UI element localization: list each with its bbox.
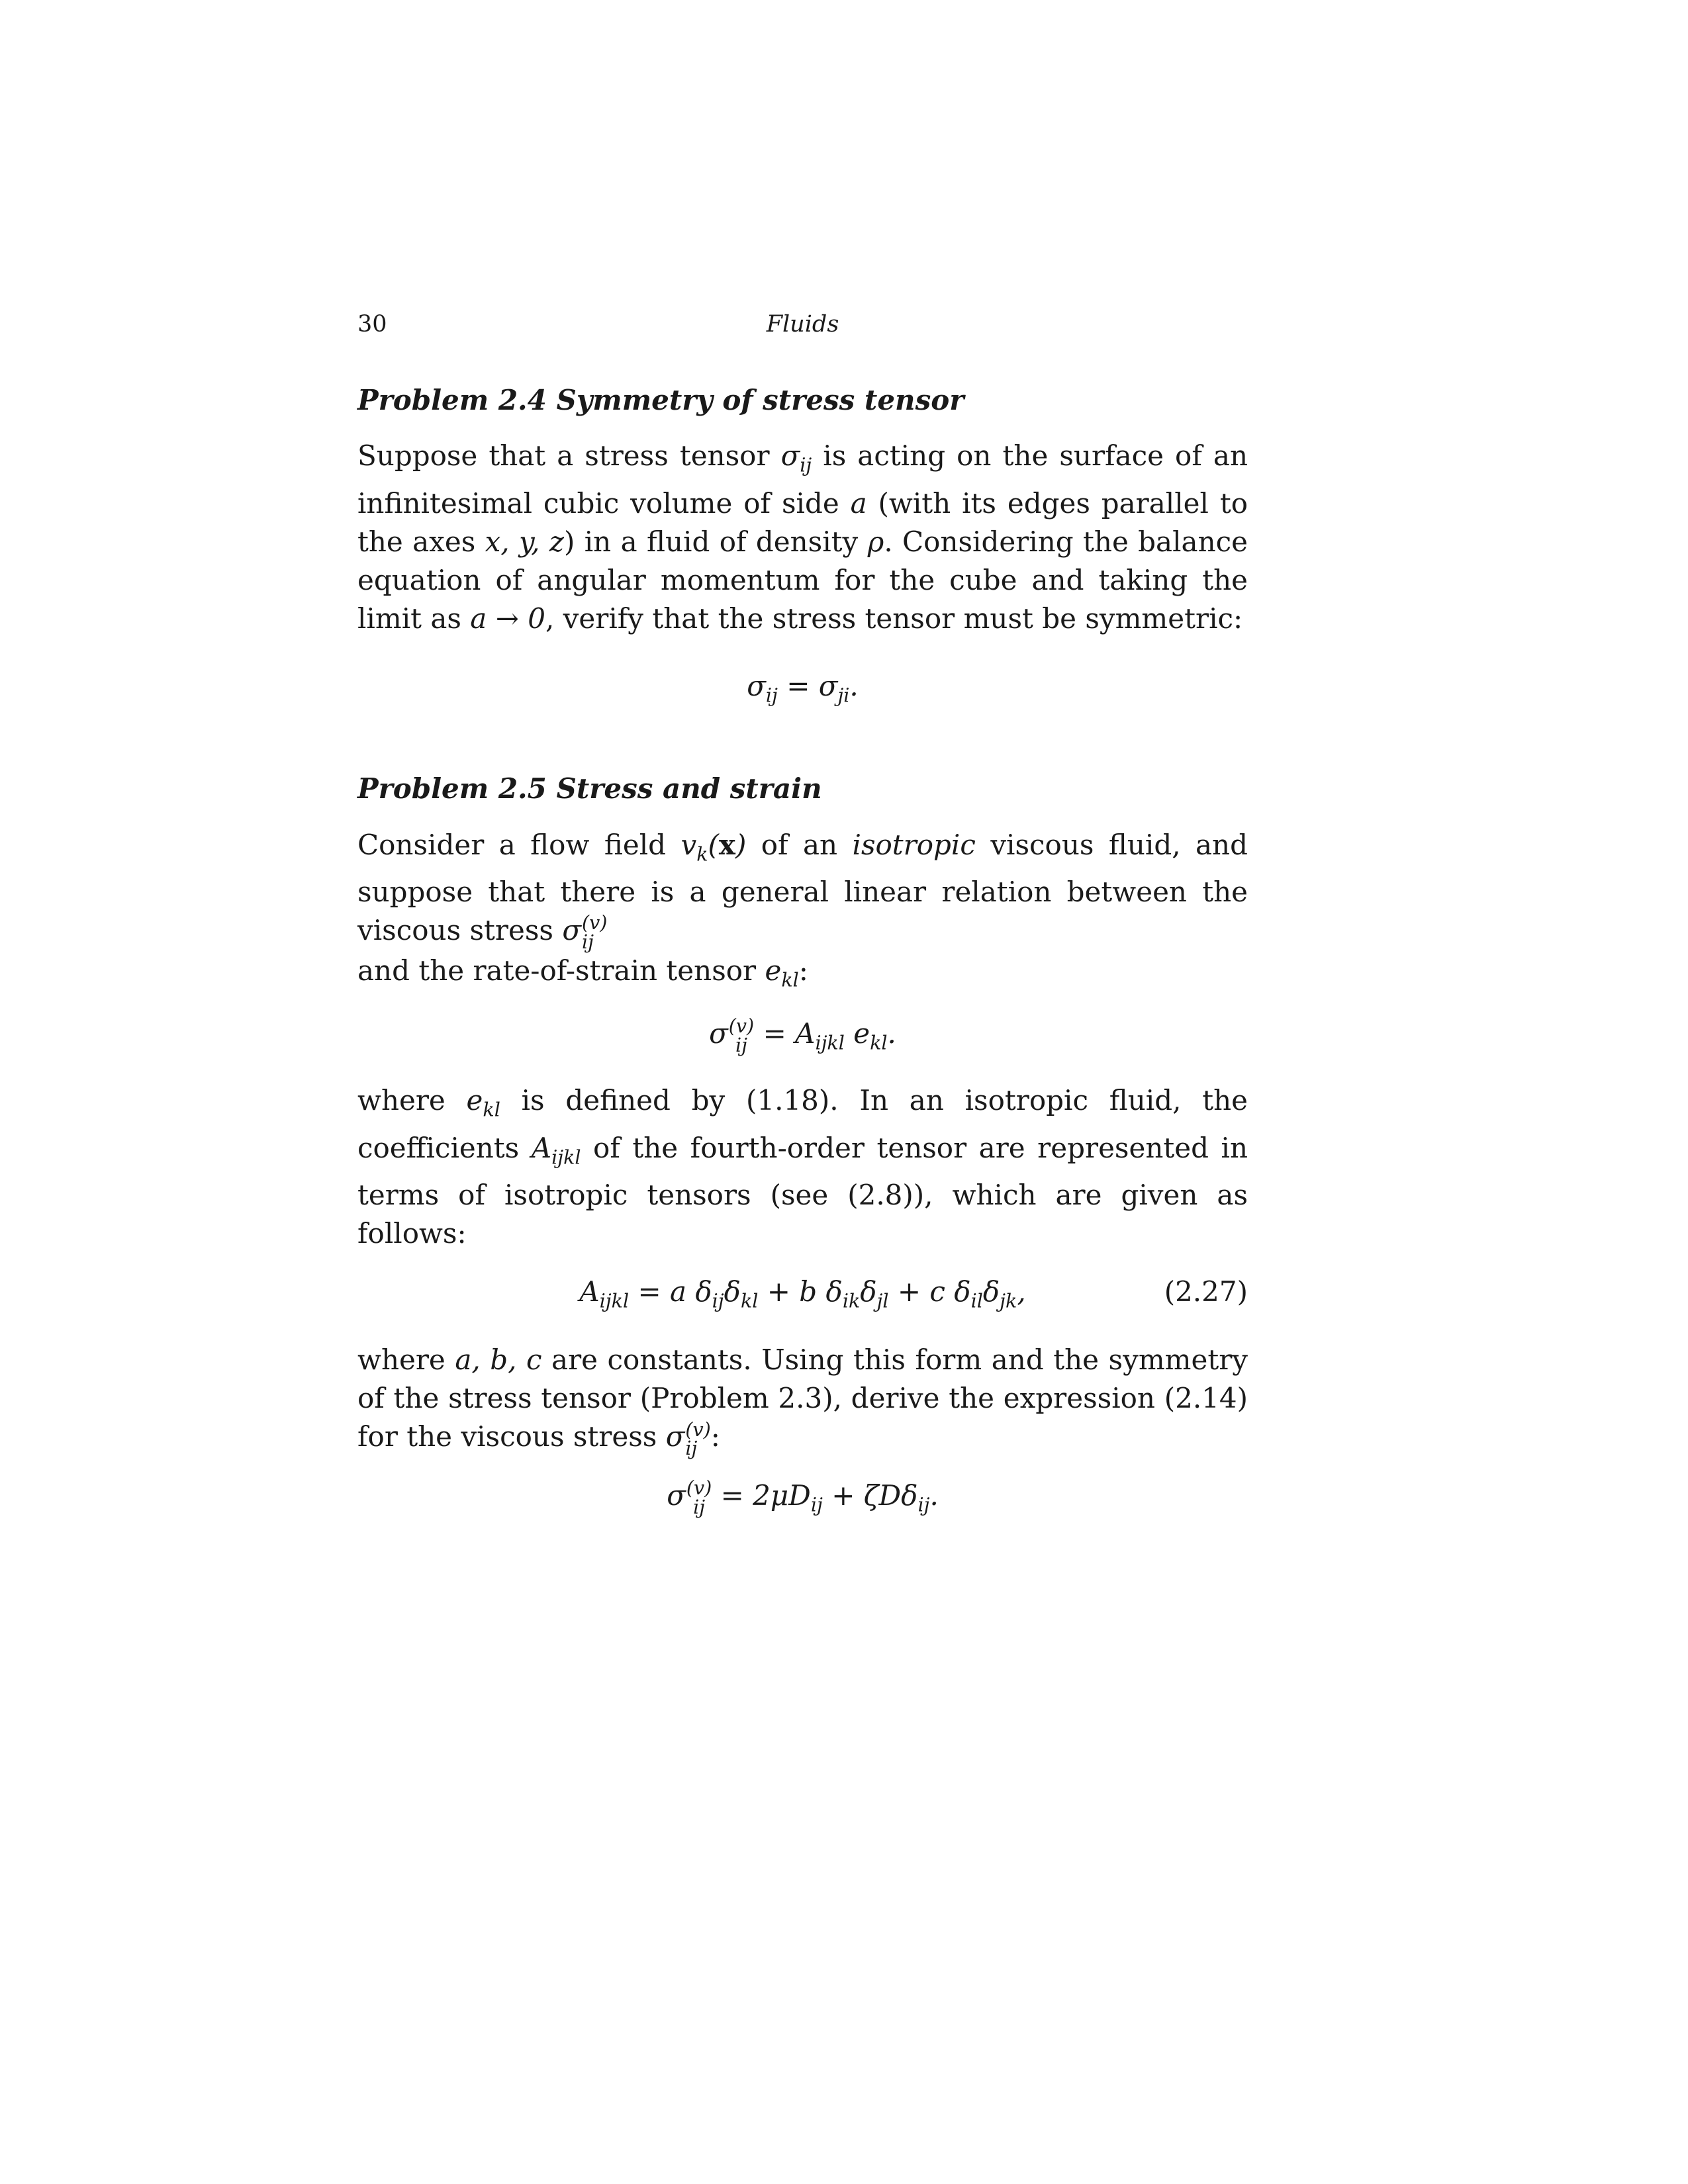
problem-2-5-text-1: Consider a flow field $v_k(x)$ of an isotropic viscous fluid, and suppose that there is a general linear relation between the viscous stress σ (v) ij and the rate-of-strain tensor $e_{kl}$: (357, 828, 1248, 991)
problem-2-5-text-3: where a, b, c are constants. Using this form and the symmetry of the stress tensor (Problem 2.3), derive the expression (2.14) for the viscous stress σ (v) ij : (357, 1343, 1248, 1460)
page-number: 30 (357, 311, 387, 338)
equation-stress-linear: σ (v) ij = $A_{ijkl}$ $e_{kl}$. (709, 1015, 896, 1056)
problem-2-5-title: Problem 2.5 Stress and strain (357, 772, 822, 805)
problem-2-4-text: Suppose that a stress tensor $\sigma_{ij}$ is acting on the surface of an infinitesimal cubic volume of side a (with its edges parallel to the axes x, y, z) in a fluid of density ρ. Considering the balance equation of angular momentum for the cube and taking the limit as a → 0, verify that the stress tensor must be symmetric: (357, 439, 1248, 635)
problem-2-4-title: Problem 2.4 Symmetry of stress tensor (357, 384, 964, 416)
problem-2-5-text-2: where $e_{kl}$ is defined by (1.18). In an isotropic fluid, the coefficients $A_{ijkl}$ of the fourth-order tensor are represented in terms of isotropic tensors (see (2.8)), which are given as follows: (357, 1084, 1248, 1250)
equation-symmetry: $\sigma_{ij} = \sigma_{ji}$. (747, 669, 859, 707)
running-head (357, 311, 1248, 351)
equation-number: (2.27) (1164, 1275, 1248, 1308)
equation-2-27: $A_{ijkl} = a$ $\delta_{ij}\delta_{kl} + b$ $\delta_{ik}\delta_{jl} + c$ $\delta_{il}\delta_{jk}$, (2.27) (357, 1273, 1248, 1320)
running-title: Fluids (766, 311, 839, 338)
page (357, 311, 1248, 1524)
equation-viscous-stress: σ (v) ij = $2\mu D_{ij} + \zeta D\delta_{ij}$. (667, 1477, 939, 1519)
sigma-ij: $\sigma_{ij}$ (780, 439, 812, 477)
